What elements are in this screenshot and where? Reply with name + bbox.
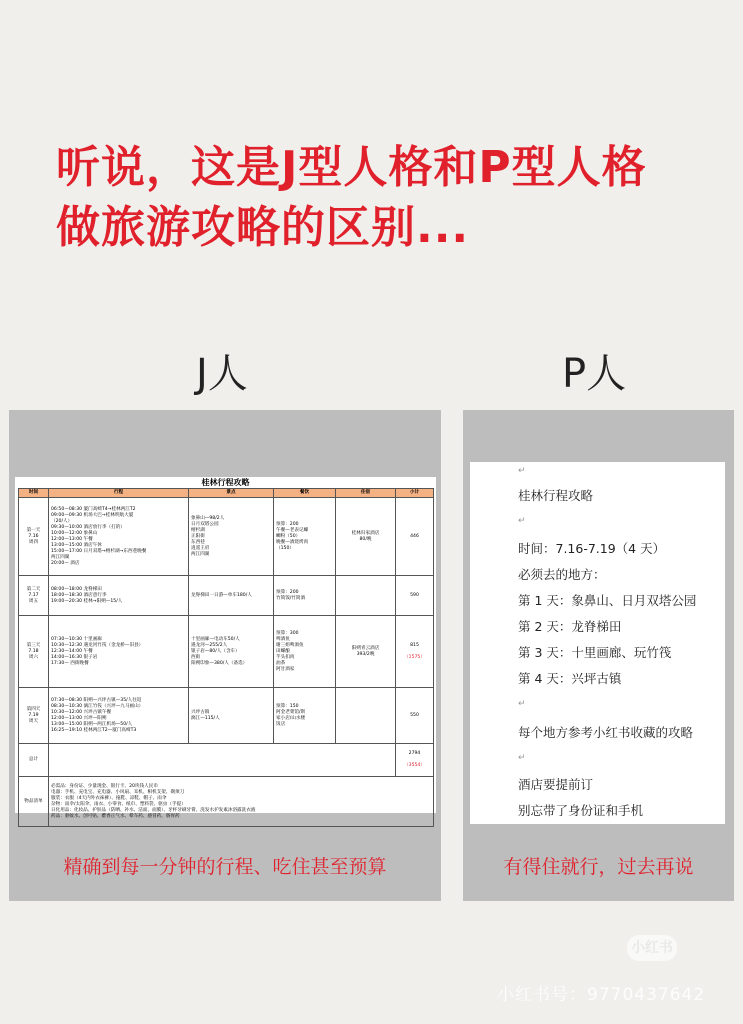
food-cell: 预算：150 阿金老菜馆/斯 家小店/山水楼 饭店 [274, 688, 336, 744]
table-row [19, 616, 434, 688]
food-cell: 预算：300 啤酒鱼 谢三姐啤酒鱼 田螺酿 芋头扣肉 油茶 阿甘酒家 [274, 616, 336, 688]
headline-line-1: 听说，这是J型人格和P型人格 [56, 142, 647, 193]
hotel-cell: 桂林归家酒店 80/晚 [336, 498, 396, 576]
watermark-id: 小红书号：9770437642 [497, 985, 706, 1005]
items-label: 物品清单 [19, 777, 49, 827]
note-line: 第 4 天：兴坪古镇 [518, 671, 622, 686]
note-line: 桂林行程攻略 [518, 488, 594, 503]
itinerary-table [18, 488, 434, 827]
hotel-cell [336, 576, 396, 616]
j-person-title: J人 [196, 351, 248, 397]
day-cell: 第四天 7.19 周天 [19, 688, 49, 744]
total-row [19, 744, 434, 777]
total-red-value: （3554） [404, 763, 425, 768]
note-line: 酒店要提前订 [518, 777, 594, 792]
total-cell [396, 744, 434, 777]
sights-cell: 龙脊梯田一日游—单车180/人 [189, 576, 274, 616]
sights-cell: 十里画廊—电动车50/人 遇龙河—255/2人 银子岩—80/人（含车） 西街 阳朔印象—380/人（备选） [189, 616, 274, 688]
items-row [19, 777, 434, 827]
itinerary-cell: 07:30—08:30 阳朔—兴坪古镇—35/人往返 08:30—10:30 漓江竹筏（兴坪—九马画山） 10:30—12:00 兴坪古镇午餐 12:00—13:00 兴坪—阳朔 13:00—15:00 阳朔—两江机场—50/人 16:25—19:10 桂林两江T2—厦门高崎T3 [49, 688, 189, 744]
day-cell: 第一天 7.16 周四 [19, 498, 49, 576]
food-cell: 预算：200 午餐—老表记螺 蛳粉（50） 晚餐—酒烧烤肉 （150） [274, 498, 336, 576]
table-row [19, 688, 434, 744]
itinerary-title: 桂林行程攻略 [201, 478, 250, 487]
header-cell: 时间 [19, 489, 49, 498]
p-caption: 有得住就行，过去再说 [503, 856, 694, 878]
p-note-document [470, 462, 725, 824]
p-panel [463, 410, 734, 901]
items-list: 必需品：身份证、少量现金、银行卡、20块钱人民币 电器：手机、充电宝、充电器、小风扇、耳机、相机支架、剃须刀 服装：衣服（4天内外衣袜裤）、拖鞋、凉鞋、帽子、雨伞 杂物：雨伞/太阳伞、雨衣、小零食、纸巾、塑料袋、驱虫（手提） 日化用品：化妆品、护肤品（防晒、补水、洁面、面膜）、牙杯牙刷牙膏、洗发水护发素沐浴露洗衣液 药品：驱蚊水、创可贴、藿香正气水、晕车药、感冒药、肠胃药 [49, 777, 434, 827]
itinerary-cell: 07:30—10:30 十里画廊 10:30—12:30 遇龙河竹筏（金龙桥—旧县） 12:30—14:00 午餐 14:00—16:30 银子岩 17:30— 西街晚餐 [49, 616, 189, 688]
headline [56, 138, 716, 258]
note-line: 必须去的地方： [518, 567, 606, 582]
table-row [19, 498, 434, 576]
itinerary-cell: 06:50—08:30 厦门高崎T4→桂林两江T2 09:00—09:30 机场大巴→桂林明航大厦 （20/人） 09:30—10:00 酒店放行李（打的） 10:00—12:00 象鼻山 12:00—13:00 午餐 13:00—15:00 酒店午休 15:00—17:00 日月双塔→榕杉湖→东西巷晚餐 两江四湖 20:00— 酒店 [49, 498, 189, 576]
total-label: 总计 [19, 744, 49, 777]
subtotal-cell: 590 [396, 576, 434, 616]
xiaohongshu-logo: 小红书 [627, 935, 677, 961]
itinerary-document [15, 477, 436, 819]
total-spacer [49, 744, 396, 777]
table-row [19, 576, 434, 616]
note-line: 第 3 天：十里画廊、玩竹筏 [518, 645, 672, 660]
return-mark: ↵ [518, 699, 526, 709]
table-header-row [19, 489, 434, 498]
return-mark: ↵ [518, 753, 526, 763]
return-mark: ↵ [518, 466, 526, 476]
header-cell: 住宿 [336, 489, 396, 498]
subtotal-cell: 550 [396, 688, 434, 744]
note-line: 别忘带了身份证和手机 [518, 803, 644, 818]
header-cell: 餐饮 [274, 489, 336, 498]
note-line: 第 2 天：龙脊梯田 [518, 619, 622, 634]
note-line: 第 1 天：象鼻山、日月双塔公园 [518, 593, 697, 608]
day-cell: 第三天 7.18 周六 [19, 616, 49, 688]
header-cell: 景点 [189, 489, 274, 498]
subtotal-cell: 446 [396, 498, 434, 576]
return-mark: ↵ [518, 516, 526, 526]
note-line: 每个地方参考小红书收藏的攻略 [518, 725, 694, 740]
j-caption: 精确到每一分钟的行程、吃住甚至预算 [63, 856, 387, 878]
subtotal-value: 815 [410, 642, 419, 648]
header-cell: 小计 [396, 489, 434, 498]
sights-cell: 象鼻山—98/2人 日月双塔公园 榕杉湖 正阳街 东西巷 逍遥王府 两江四湖 [189, 498, 274, 576]
hotel-cell: 阳朔青云酒店 393/2晚 [336, 616, 396, 688]
hotel-cell [336, 688, 396, 744]
food-cell: 预算：200 竹筒饭/竹筒酒 [274, 576, 336, 616]
total-value: 2794 [408, 751, 421, 756]
sights-cell: 兴坪古镇 漓江—115/人 [189, 688, 274, 744]
header-cell: 行程 [49, 489, 189, 498]
p-person-title: P人 [562, 351, 627, 397]
day-cell: 第二天 7.17 周五 [19, 576, 49, 616]
headline-line-2: 做旅游攻略的区别... [56, 202, 470, 253]
j-panel [9, 410, 441, 901]
subtotal-cell [396, 616, 434, 688]
itinerary-cell: 08:00—18:00 龙脊梯田 18:00—18:30 酒店意行李 19:00—20:30 桂林→阳朔—15/人 [49, 576, 189, 616]
note-line: 时间：7.16-7.19（4 天） [518, 541, 666, 556]
subtotal-red-value: （1575） [404, 654, 425, 660]
